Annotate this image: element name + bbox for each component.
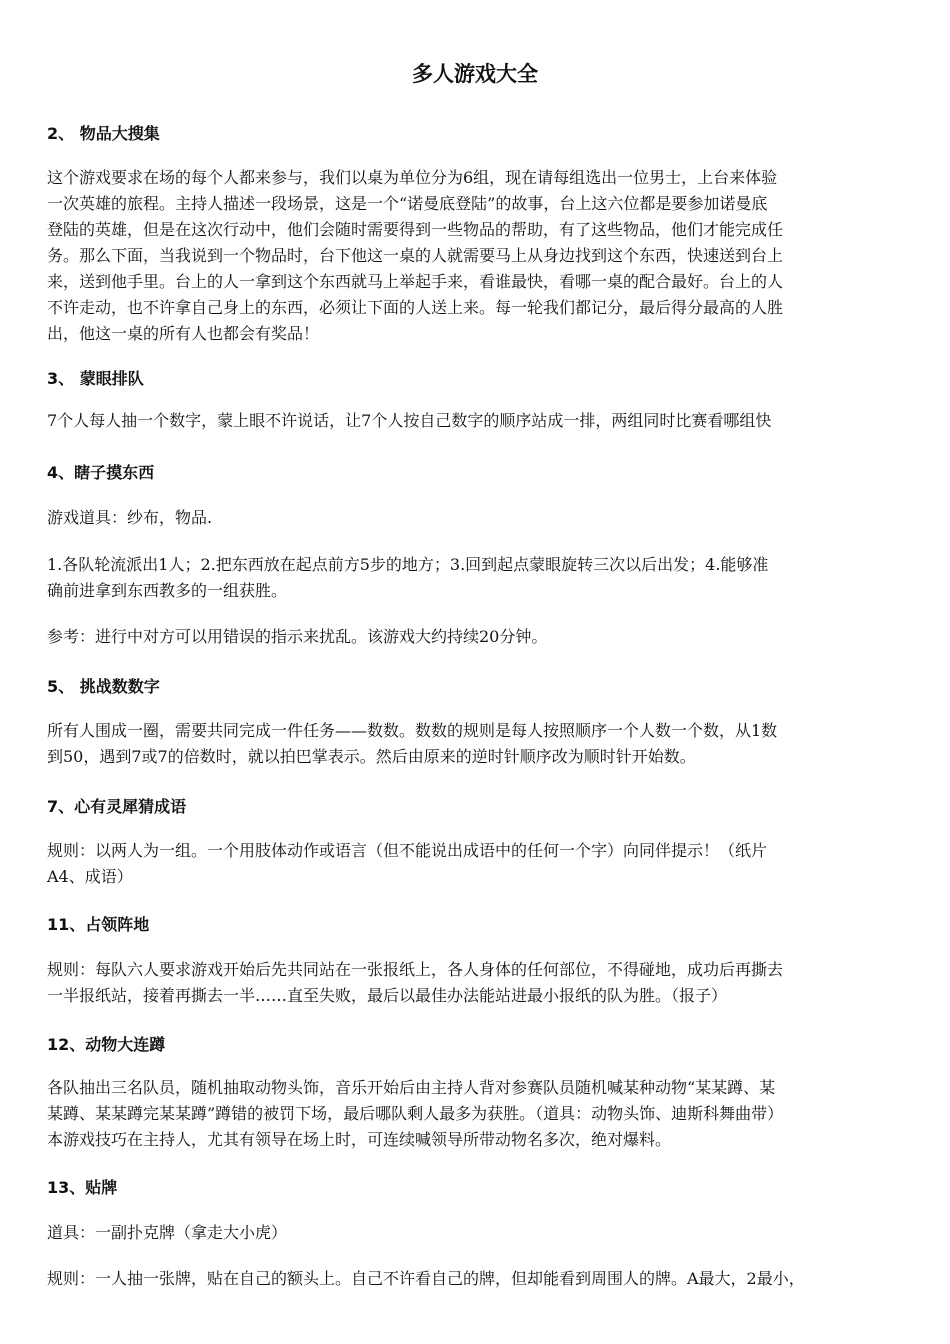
text-line: 各队抽出三名队员，随机抽取动物头饰，音乐开始后由主持人背对参赛队员随机喊某种动物“某某蹲、某 <box>47 1078 776 1097</box>
text-line: 不许走动，也不许拿自己身上的东西，必须让下面的人送上来。每一轮我们都记分，最后得分最高的人胜 <box>47 298 784 317</box>
section-heading: 7、心有灵犀猜成语 <box>47 797 187 816</box>
text-line: 7个人每人抽一个数字，蒙上眼不许说话，让7个人按自己数字的顺序站成一排，两组同时比赛看哪组快 <box>47 411 772 430</box>
section-heading: 4、瞎子摸东西 <box>47 463 155 482</box>
section-heading: 11、占领阵地 <box>47 915 150 934</box>
text-line: 某蹲、某某蹲完某某蹲”蹲错的被罚下场，最后哪队剩人最多为获胜。（道具：动物头饰、迪斯科舞曲带） <box>47 1104 784 1123</box>
section-heading: 3、 蒙眼排队 <box>47 369 144 388</box>
text-line: 参考：进行中对方可以用错误的指示来扰乱。该游戏大约持续20分钟。 <box>47 627 548 646</box>
section-heading: 12、动物大连蹲 <box>47 1035 166 1054</box>
text-line: 一半报纸站，接着再撕去一半……直至失败，最后以最佳办法能站进最小报纸的队为胜。（报子） <box>47 986 728 1005</box>
section-paragraph <box>47 165 907 347</box>
section-paragraph <box>47 408 907 434</box>
section-paragraph <box>47 957 907 1009</box>
section-paragraph <box>47 1220 907 1246</box>
text-line: 规则：一人抽一张牌，贴在自己的额头上。自己不许看自己的牌，但却能看到周围人的牌。A最大，2最小， <box>47 1269 805 1288</box>
text-line: 规则：每队六人要求游戏开始后先共同站在一张报纸上，各人身体的任何部位，不得碰地，成功后再撕去 <box>47 960 784 979</box>
section-paragraph <box>47 552 907 604</box>
text-line: 确前进拿到东西教多的一组获胜。 <box>47 581 288 600</box>
text-line: 登陆的英雄，但是在这次行动中，他们会随时需要得到一些物品的帮助，有了这些物品，他们才能完成任 <box>47 220 784 239</box>
section-paragraph <box>47 838 907 890</box>
text-line: 1.各队轮流派出1人；2.把东西放在起点前方5步的地方；3.回到起点蒙眼旋转三次以后出发；4.能够准 <box>47 555 769 574</box>
text-line: 规则：以两人为一组。一个用肢体动作或语言（但不能说出成语中的任何一个字）向同伴提示！（纸片 <box>47 841 768 860</box>
text-line: 本游戏技巧在主持人，尤其有领导在场上时，可连续喊领导所带动物名多次，绝对爆料。 <box>47 1130 672 1149</box>
section-paragraph <box>47 718 907 770</box>
text-line: A4、成语） <box>47 867 133 886</box>
text-line: 一次英雄的旅程。主持人描述一段场景，这是一个“诺曼底登陆”的故事，台上这六位都是要参加诺曼底 <box>47 194 768 213</box>
section-heading: 13、贴牌 <box>47 1178 118 1197</box>
text-line: 务。那么下面，当我说到一个物品时，台下他这一桌的人就需要马上从身边找到这个东西，快速送到台上 <box>47 246 784 265</box>
text-line: 道具：一副扑克牌（拿走大小虎） <box>47 1223 288 1242</box>
text-line: 这个游戏要求在场的每个人都来参与，我们以桌为单位分为6组，现在请每组选出一位男士，上台来体验 <box>47 168 778 187</box>
document-title: 多人游戏大全 <box>412 62 538 86</box>
section-paragraph <box>47 1266 907 1292</box>
text-line: 到50，遇到7或7的倍数时，就以拍巴掌表示。然后由原来的逆时针顺序改为顺时针开始数。 <box>47 747 696 766</box>
section-paragraph <box>47 624 907 650</box>
text-line: 出，他这一桌的所有人也都会有奖品！ <box>47 324 320 343</box>
section-heading: 2、 物品大搜集 <box>47 124 160 143</box>
text-line: 来，送到他手里。台上的人一拿到这个东西就马上举起手来，看谁最快，看哪一桌的配合最好。台上的人 <box>47 272 784 291</box>
section-paragraph <box>47 1075 907 1153</box>
text-line: 所有人围成一圈，需要共同完成一件任务——数数。数数的规则是每人按照顺序一个人数一个数，从1数 <box>47 721 778 740</box>
section-heading: 5、 挑战数数字 <box>47 677 160 696</box>
text-line: 游戏道具：纱布，物品. <box>47 508 213 527</box>
section-paragraph <box>47 505 907 531</box>
